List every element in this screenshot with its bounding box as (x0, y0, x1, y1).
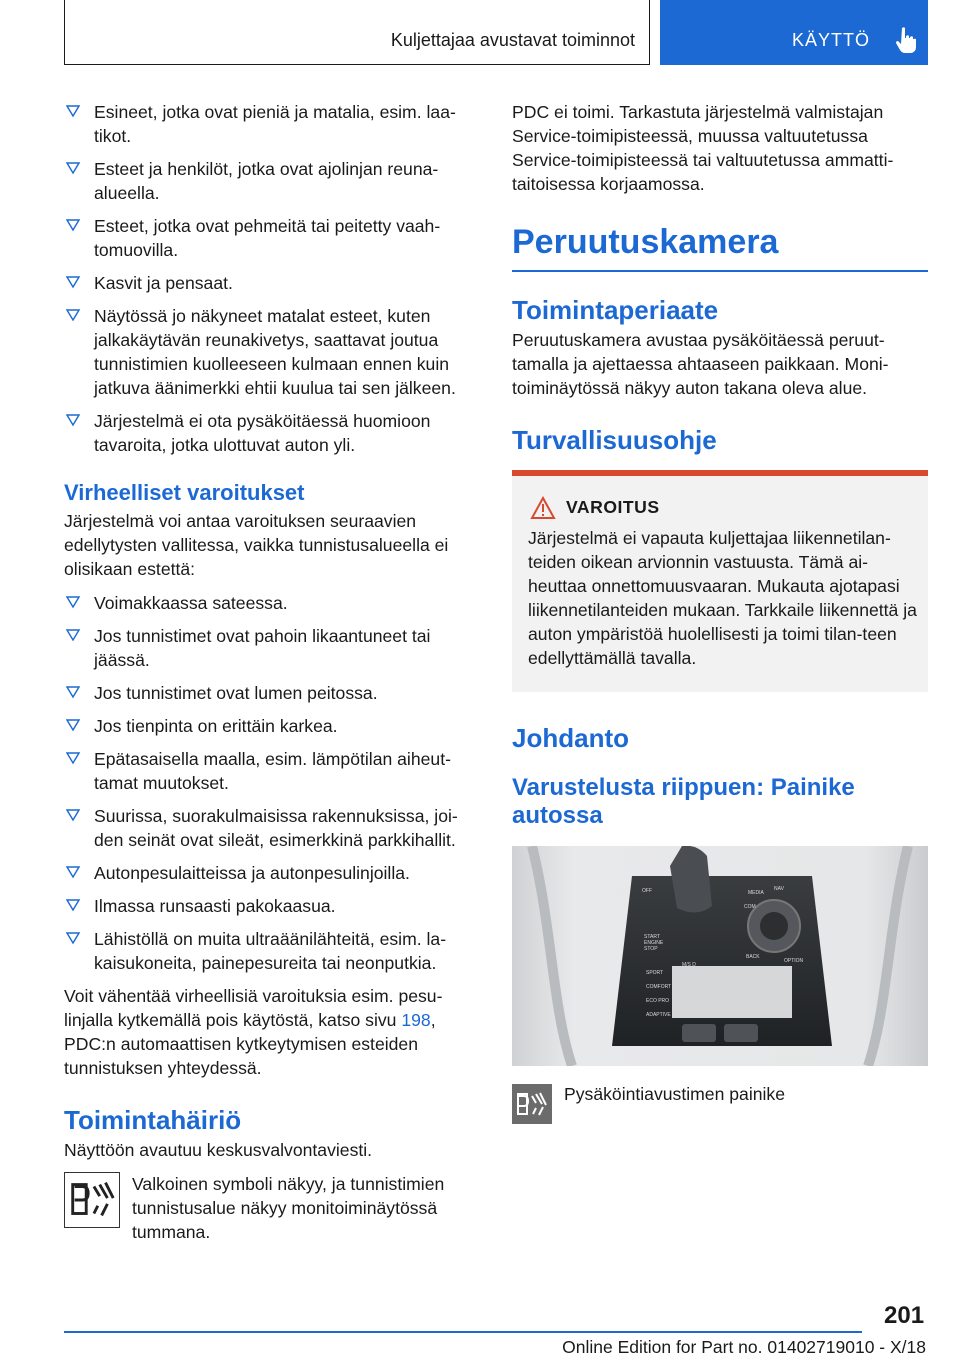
symbol-note-text: Valkoinen symboli näkyy, ja tunnistimien tunnistusalue näkyy monitoiminäytössä tummana. (132, 1174, 445, 1242)
outro-text: Voit vähentää virheellisiä varoituksia esim. pesu-linjalla kytkemällä pois käytöstä, katso sivu (64, 986, 443, 1030)
start-label-2: ENGINE (644, 939, 664, 946)
title-rule (512, 270, 928, 272)
gear-selector[interactable] (670, 846, 712, 913)
pdc-button-icon (512, 1084, 552, 1124)
warning-title: VAROITUS (566, 497, 660, 517)
pdc-intro-text: PDC ei toimi. Tarkastuta järjestelmä valmistajan Service-toimipisteessä, muussa valtuutetussa Service-toimipisteessä tai valtuutetussa ammatti-taitoisessa korjaamossa. (512, 102, 894, 194)
intro-heading: Johdanto (512, 722, 629, 753)
list-item-text: Esteet ja henkilöt, jotka ovat ajolinjan reuna-alueella. (94, 159, 439, 203)
console-photo (512, 846, 928, 1066)
comfort-label: COMFORT (646, 983, 672, 990)
list-item (64, 157, 478, 205)
list-item-text: Suurissa, suorakulmaisissa rakennuksissa, joi-den seinät ovat sileät, esimerkkinä parkkihallit. (94, 806, 458, 850)
list-item-text: Jos tunnistimet ovat lumen peitossa. (94, 683, 378, 703)
false-warnings-intro: Järjestelmä voi antaa varoituksen seuraavien edellytysten vallitessa, vaikka tunnistusalueella ei olisikaan estettä: (64, 511, 449, 579)
list-item (64, 681, 478, 705)
list-item (64, 714, 478, 738)
triangle-bullet-icon (66, 217, 80, 233)
limitations-list (64, 100, 478, 457)
header-section-box (64, 0, 650, 65)
footer-edition: Online Edition for Part no. 01402719010 - X/18 (562, 1337, 926, 1357)
camera-button[interactable] (724, 1024, 758, 1042)
malfunction-text: Näyttöön avautuu keskusvalvontaviesti. (64, 1140, 373, 1160)
gear-label: M/S D (682, 961, 696, 968)
warning-text: Järjestelmä ei vapauta kuljettajaa liikennetilan-teiden oikean arvionnin vastuusta. Tämä ai-heuttaa onnettomuusvaaran. Mukauta ajotapasi liikennetilanteiden mukaan. Tarkkaile liikennettä ja auton ympäristöä huolellisesti ja toimi tilan-teen edellyttämällä tavalla. (528, 527, 917, 668)
list-item (64, 927, 478, 975)
triangle-bullet-icon (66, 412, 80, 428)
off-label: OFF (642, 887, 652, 894)
triangle-bullet-icon (66, 930, 80, 946)
left-column (64, 100, 478, 1244)
page-number: 201 (884, 1302, 925, 1329)
list-item (64, 591, 478, 615)
start-label-3: STOP (644, 945, 658, 952)
false-warnings-list (64, 591, 478, 975)
pdc-white-symbol-icon (64, 1172, 120, 1228)
com-label: COM (744, 903, 756, 910)
triangle-bullet-icon (66, 307, 80, 323)
list-item-text: Kasvit ja pensaat. (94, 273, 233, 293)
list-item (64, 804, 478, 852)
camera-title: Peruutuskamera (512, 223, 779, 261)
safety-heading: Turvallisuusohje (512, 424, 717, 455)
header-chapter-tab[interactable] (660, 0, 928, 65)
button-caption-row (512, 1084, 928, 1124)
pdc-button[interactable] (682, 1024, 716, 1042)
triangle-bullet-icon (66, 627, 80, 643)
warning-triangle-icon (530, 496, 556, 520)
triangle-bullet-icon (66, 750, 80, 766)
list-item-text: Jos tunnistimet ovat pahoin likaantuneet tai jäässä. (94, 626, 431, 670)
list-item-text: Esineet, jotka ovat pieniä ja matalia, esim. laa-tikot. (94, 102, 456, 146)
equipment-heading: Varustelusta riippuen: Painike autossa (512, 773, 855, 829)
footer-rule (64, 1331, 862, 1333)
list-item (64, 214, 478, 262)
adaptive-label: ADAPTIVE (646, 1011, 671, 1018)
list-item-text: Ilmassa runsaasti pakokaasua. (94, 896, 336, 916)
list-item (64, 304, 478, 400)
triangle-bullet-icon (66, 160, 80, 176)
false-warnings-outro (64, 984, 478, 1080)
triangle-bullet-icon (66, 807, 80, 823)
list-item-text: Lähistöllä on muita ultraäänilähteitä, esim. la-kaisukoneita, painepesureita tai neonputkia. (94, 929, 447, 973)
triangle-bullet-icon (66, 684, 80, 700)
triangle-bullet-icon (66, 864, 80, 880)
principle-text: Peruutuskamera avustaa pysäköitäessä peruut-tamalla ja ajettaessa ahtaaseen paikkaan. Moni-toiminäytössä näkyy auton takana oleva alue. (512, 329, 889, 398)
media-label: MEDIA (748, 889, 764, 896)
warning-box (512, 470, 928, 692)
triangle-bullet-icon (66, 594, 80, 610)
list-item (64, 894, 478, 918)
start-label-1: START (644, 933, 660, 940)
option-label: OPTION (784, 957, 804, 964)
list-item-text: Epätasaisella maalla, esim. lämpötilan aiheut-tamat muutokset. (94, 749, 451, 793)
list-item-text: Autonpesulaitteissa ja autonpesulinjoilla. (94, 863, 410, 883)
outro-text-after: , PDC:n automaattisen kytkeytymisen esteiden tunnistuksen yhteydessä. (64, 1010, 436, 1078)
list-item-text: Näytössä jo näkyneet matalat esteet, kuten jalkakäytävän reunakivetys, saattavat joutua tunnistimien kuolleeseen kulmaan ennen kuin jatkuva äänimerkki ehtii kuulua tai sen jälkeen. (94, 306, 456, 398)
warning-title-row (530, 496, 918, 520)
symbol-note (64, 1172, 478, 1244)
header-section-title: Kuljettajaa avustavat toiminnot (390, 30, 635, 50)
list-item (64, 861, 478, 885)
list-item-text: Voimakkaassa sateessa. (94, 593, 288, 613)
storage-tray (672, 966, 792, 1018)
triangle-bullet-icon (66, 897, 80, 913)
list-item (64, 409, 478, 457)
sport-label: SPORT (646, 969, 664, 976)
list-item-text: Järjestelmä ei ota pysäköitäessä huomioon tavaroita, jotka ulottuvat auton yli. (94, 411, 431, 455)
false-warnings-heading: Virheelliset varoitukset (64, 480, 305, 505)
header-chapter-label: KÄYTTÖ (792, 30, 871, 50)
back-label: BACK (746, 953, 760, 960)
triangle-bullet-icon (66, 103, 80, 119)
list-item (64, 624, 478, 672)
nav-label: NAV (774, 885, 784, 892)
malfunction-heading: Toimintahäiriö (64, 1105, 242, 1135)
list-item-text: Esteet, jotka ovat pehmeitä tai peitetty vaah-tomuovilla. (94, 216, 441, 260)
hand-pointer-icon (894, 26, 918, 54)
triangle-bullet-icon (66, 717, 80, 733)
button-caption: Pysäköintiavustimen painike (564, 1083, 786, 1104)
page-link[interactable]: 198 (401, 1010, 431, 1030)
triangle-bullet-icon (66, 274, 80, 290)
right-column (512, 100, 928, 1124)
eco-label: ECO PRO (646, 997, 670, 1004)
principle-heading: Toimintaperiaate (512, 294, 719, 325)
list-item (64, 100, 478, 148)
list-item-text: Jos tienpinta on erittäin karkea. (94, 716, 338, 736)
list-item (64, 747, 478, 795)
list-item (64, 271, 478, 295)
